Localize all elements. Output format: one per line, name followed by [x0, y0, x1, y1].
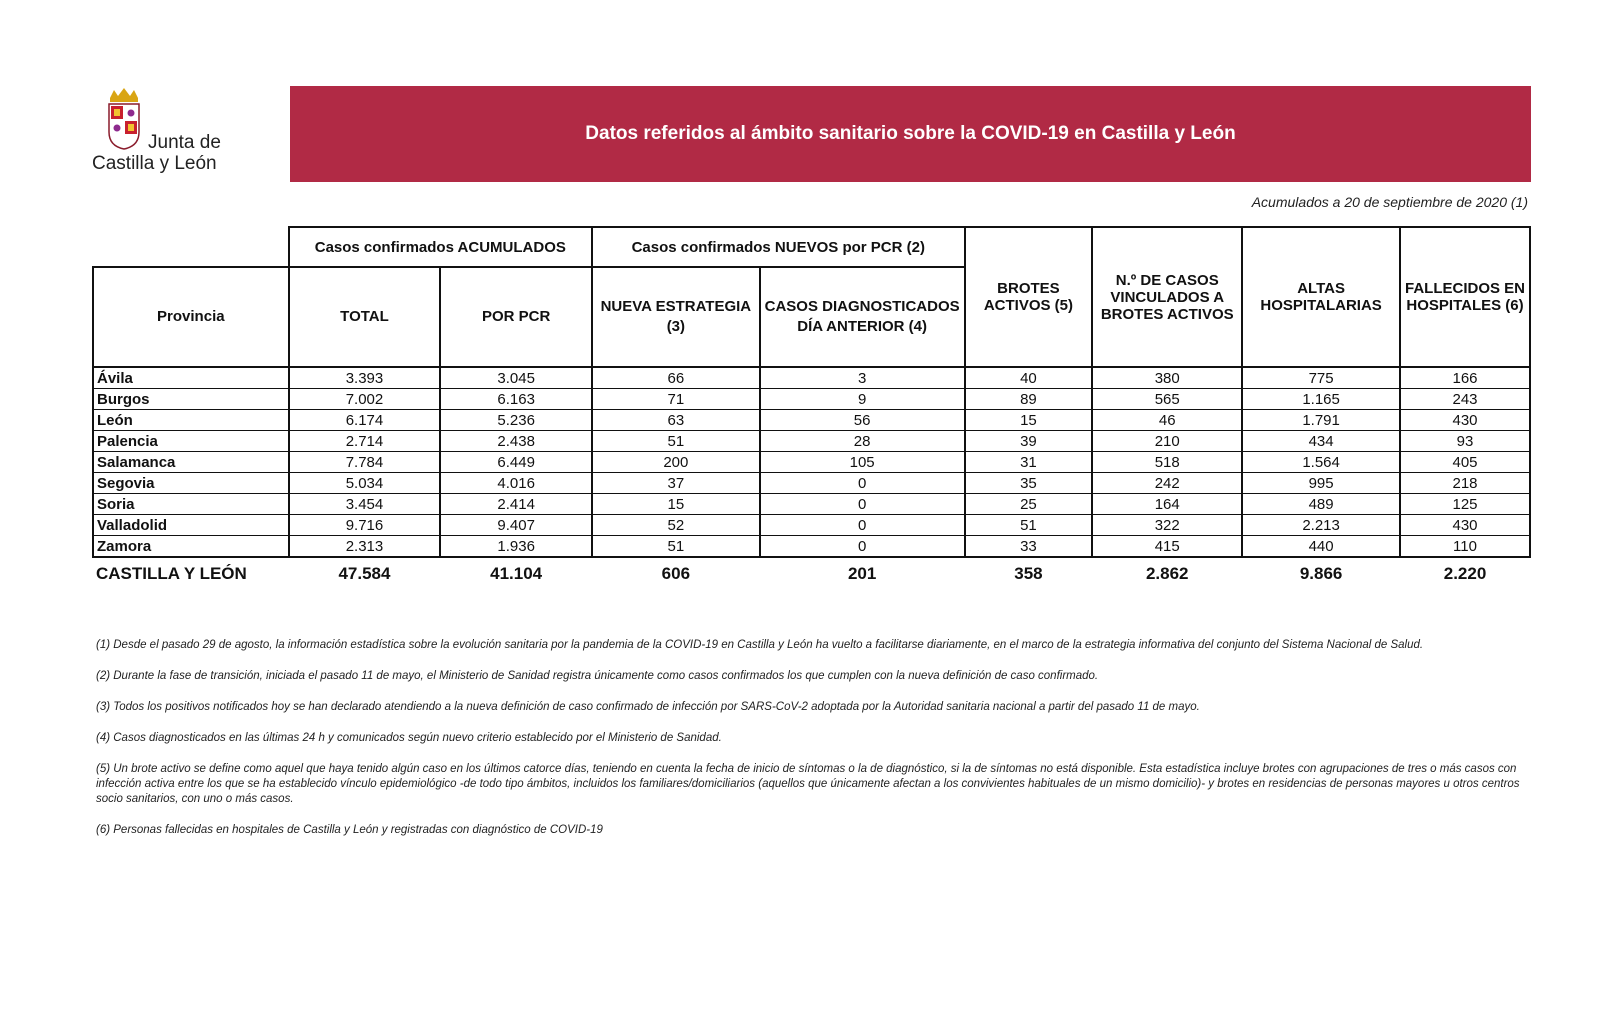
nueva-estrategia-cell: 63 — [592, 410, 760, 431]
col-header-dia-anterior: CASOS DIAGNOSTICADOS DÍA ANTERIOR (4) — [760, 267, 965, 367]
altas-cell: 440 — [1242, 536, 1400, 558]
total-label: CASTILLA Y LEÓN — [96, 564, 247, 583]
altas-cell: 995 — [1242, 473, 1400, 494]
province-cell: León — [93, 410, 289, 431]
dia-anterior-cell: 105 — [760, 452, 965, 473]
total-cell: 7.784 — [289, 452, 441, 473]
table-row — [93, 389, 1530, 410]
total-cell: 2.714 — [289, 431, 441, 452]
total-cell: 3.393 — [289, 367, 441, 389]
fallecidos-cell: 125 — [1400, 494, 1530, 515]
por-pcr-cell: 9.407 — [440, 515, 592, 536]
por-pcr-cell: 1.936 — [440, 536, 592, 558]
nueva-estrategia-cell: 71 — [592, 389, 760, 410]
dia-anterior-cell: 9 — [760, 389, 965, 410]
vinculados-cell: 210 — [1092, 431, 1242, 452]
footnote: (5) Un brote activo se define como aquel que haya tenido algún caso en los últimos catorce días, teniendo en cuenta la fecha de inicio de síntomas o la de diagnóstico, si la de síntomas no está disponible. Esta estadística incluye brotes con agrupaciones de tres o más casos con infección activa entre los que se ha establecido vínculo epidemiológico -de todo tipo ámbitos, incluidos los familiares/domiciliarios (aquellos que únicamente afectan a los convivientes habituales de un mismo domicilio)- y brotes en residencias de personas mayores u otros centros socio sanitarios, con uno o más casos. — [96, 763, 1520, 805]
province-cell: Palencia — [93, 431, 289, 452]
table-row — [93, 367, 1530, 389]
nueva-estrategia-cell: 200 — [592, 452, 760, 473]
group-header-nuevos: Casos confirmados NUEVOS por PCR (2) — [592, 227, 965, 267]
covid-data-table — [92, 226, 1531, 590]
fallecidos-cell: 430 — [1400, 410, 1530, 431]
col-header-provincia: Provincia — [93, 267, 289, 367]
total-dia-anterior-cell: 201 — [847, 564, 877, 583]
province-cell: Ávila — [93, 367, 289, 389]
fallecidos-cell: 243 — [1400, 389, 1530, 410]
altas-cell: 2.213 — [1242, 515, 1400, 536]
province-cell: Soria — [93, 494, 289, 515]
fallecidos-cell: 405 — [1400, 452, 1530, 473]
col-header-por-pcr: POR PCR — [440, 267, 592, 367]
footnotes — [96, 638, 1536, 854]
footnote: (1) Desde el pasado 29 de agosto, la información estadística sobre la evolución sanitaria por la pandemia de la COVID-19 en Castilla y León ha vuelto a facilitarse diariamente, en el marco de la estrategia informativa del conjunto del Sistema Nacional de Salud. — [96, 639, 1424, 651]
total-cell: 7.002 — [289, 389, 441, 410]
dia-anterior-cell: 56 — [760, 410, 965, 431]
vinculados-cell: 518 — [1092, 452, 1242, 473]
brotes-cell: 51 — [965, 515, 1093, 536]
page-title: Datos referidos al ámbito sanitario sobre la COVID-19 en Castilla y León — [585, 123, 1236, 144]
date-subtitle: Acumulados a 20 de septiembre de 2020 (1) — [1251, 194, 1528, 210]
vinculados-cell: 46 — [1092, 410, 1242, 431]
dia-anterior-cell: 0 — [760, 536, 965, 558]
total-cell: 2.313 — [289, 536, 441, 558]
vinculados-cell: 565 — [1092, 389, 1242, 410]
footnote: (3) Todos los positivos notificados hoy se han declarado atendiendo a la nueva definición de caso confirmado de infección por SARS-CoV-2 adoptada por la Autoridad sanitaria nacional a partir del pasado 11 de mayo. — [96, 701, 1200, 713]
altas-cell: 1.165 — [1242, 389, 1400, 410]
vinculados-cell: 164 — [1092, 494, 1242, 515]
total-row — [93, 557, 1530, 590]
brotes-cell: 89 — [965, 389, 1093, 410]
table-row — [93, 494, 1530, 515]
vinculados-cell: 380 — [1092, 367, 1242, 389]
nueva-estrategia-cell: 51 — [592, 536, 760, 558]
dia-anterior-cell: 3 — [760, 367, 965, 389]
brotes-cell: 33 — [965, 536, 1093, 558]
por-pcr-cell: 4.016 — [440, 473, 592, 494]
dia-anterior-cell: 0 — [760, 473, 965, 494]
col-header-altas: ALTAS HOSPITALARIAS — [1242, 227, 1400, 367]
fallecidos-cell: 430 — [1400, 515, 1530, 536]
nueva-estrategia-cell: 37 — [592, 473, 760, 494]
total-cell: 6.174 — [289, 410, 441, 431]
blank-header — [93, 227, 289, 267]
brotes-cell: 31 — [965, 452, 1093, 473]
fallecidos-cell: 110 — [1400, 536, 1530, 558]
nueva-estrategia-cell: 15 — [592, 494, 760, 515]
por-pcr-cell: 6.163 — [440, 389, 592, 410]
nueva-estrategia-cell: 52 — [592, 515, 760, 536]
table-row — [93, 515, 1530, 536]
altas-cell: 434 — [1242, 431, 1400, 452]
vinculados-cell: 242 — [1092, 473, 1242, 494]
por-pcr-cell: 2.414 — [440, 494, 592, 515]
total-por-pcr-cell: 41.104 — [490, 564, 543, 583]
altas-cell: 775 — [1242, 367, 1400, 389]
province-cell: Burgos — [93, 389, 289, 410]
org-name-line2: Castilla y León — [92, 153, 217, 174]
altas-cell: 489 — [1242, 494, 1400, 515]
junta-logo — [92, 88, 242, 178]
total-altas-cell: 9.866 — [1299, 564, 1343, 583]
table-row — [93, 452, 1530, 473]
col-header-nueva-estrategia: NUEVA ESTRATEGIA (3) — [592, 267, 760, 367]
table-row — [93, 410, 1530, 431]
brotes-cell: 15 — [965, 410, 1093, 431]
table-row — [93, 473, 1530, 494]
total-total-cell: 47.584 — [338, 564, 391, 583]
org-name-line1: Junta de — [148, 132, 221, 153]
por-pcr-cell: 6.449 — [440, 452, 592, 473]
table-row — [93, 536, 1530, 558]
por-pcr-cell: 3.045 — [440, 367, 592, 389]
total-vinculados-cell: 2.862 — [1145, 564, 1189, 583]
group-header-acumulados: Casos confirmados ACUMULADOS — [289, 227, 592, 267]
total-fallecidos-cell: 2.220 — [1443, 564, 1487, 583]
altas-cell: 1.791 — [1242, 410, 1400, 431]
vinculados-cell: 322 — [1092, 515, 1242, 536]
dia-anterior-cell: 0 — [760, 494, 965, 515]
dia-anterior-cell: 28 — [760, 431, 965, 452]
total-cell: 9.716 — [289, 515, 441, 536]
brotes-cell: 35 — [965, 473, 1093, 494]
fallecidos-cell: 93 — [1400, 431, 1530, 452]
nueva-estrategia-cell: 51 — [592, 431, 760, 452]
col-header-total: TOTAL — [289, 267, 441, 367]
title-banner — [290, 86, 1531, 182]
footnote: (6) Personas fallecidas en hospitales de Castilla y León y registradas con diagnóstico de COVID-19 — [96, 824, 603, 836]
brotes-cell: 40 — [965, 367, 1093, 389]
col-header-fallecidos: FALLECIDOS EN HOSPITALES (6) — [1400, 227, 1530, 367]
nueva-estrategia-cell: 66 — [592, 367, 760, 389]
altas-cell: 1.564 — [1242, 452, 1400, 473]
dia-anterior-cell: 0 — [760, 515, 965, 536]
col-header-vinculados: N.º DE CASOS VINCULADOS A BROTES ACTIVOS — [1092, 227, 1242, 367]
province-cell: Segovia — [93, 473, 289, 494]
province-cell: Zamora — [93, 536, 289, 558]
brotes-cell: 25 — [965, 494, 1093, 515]
province-cell: Salamanca — [93, 452, 289, 473]
table-row — [93, 431, 1530, 452]
footnote: (2) Durante la fase de transición, iniciada el pasado 11 de mayo, el Ministerio de Sanidad registra únicamente como casos confirmados los que cumplen con la nueva definición de caso confirmado. — [96, 670, 1099, 682]
por-pcr-cell: 2.438 — [440, 431, 592, 452]
por-pcr-cell: 5.236 — [440, 410, 592, 431]
total-brotes-cell: 358 — [1014, 564, 1043, 583]
footnote: (4) Casos diagnosticados en las últimas 24 h y comunicados según nuevo criterio establecido por el Ministerio de Sanidad. — [96, 732, 722, 744]
vinculados-cell: 415 — [1092, 536, 1242, 558]
fallecidos-cell: 218 — [1400, 473, 1530, 494]
province-cell: Valladolid — [93, 515, 289, 536]
total-nueva-estrategia-cell: 606 — [661, 564, 691, 583]
coat-of-arms-icon — [106, 88, 142, 150]
fallecidos-cell: 166 — [1400, 367, 1530, 389]
brotes-cell: 39 — [965, 431, 1093, 452]
col-header-brotes: BROTES ACTIVOS (5) — [965, 227, 1093, 367]
total-cell: 5.034 — [289, 473, 441, 494]
total-cell: 3.454 — [289, 494, 441, 515]
